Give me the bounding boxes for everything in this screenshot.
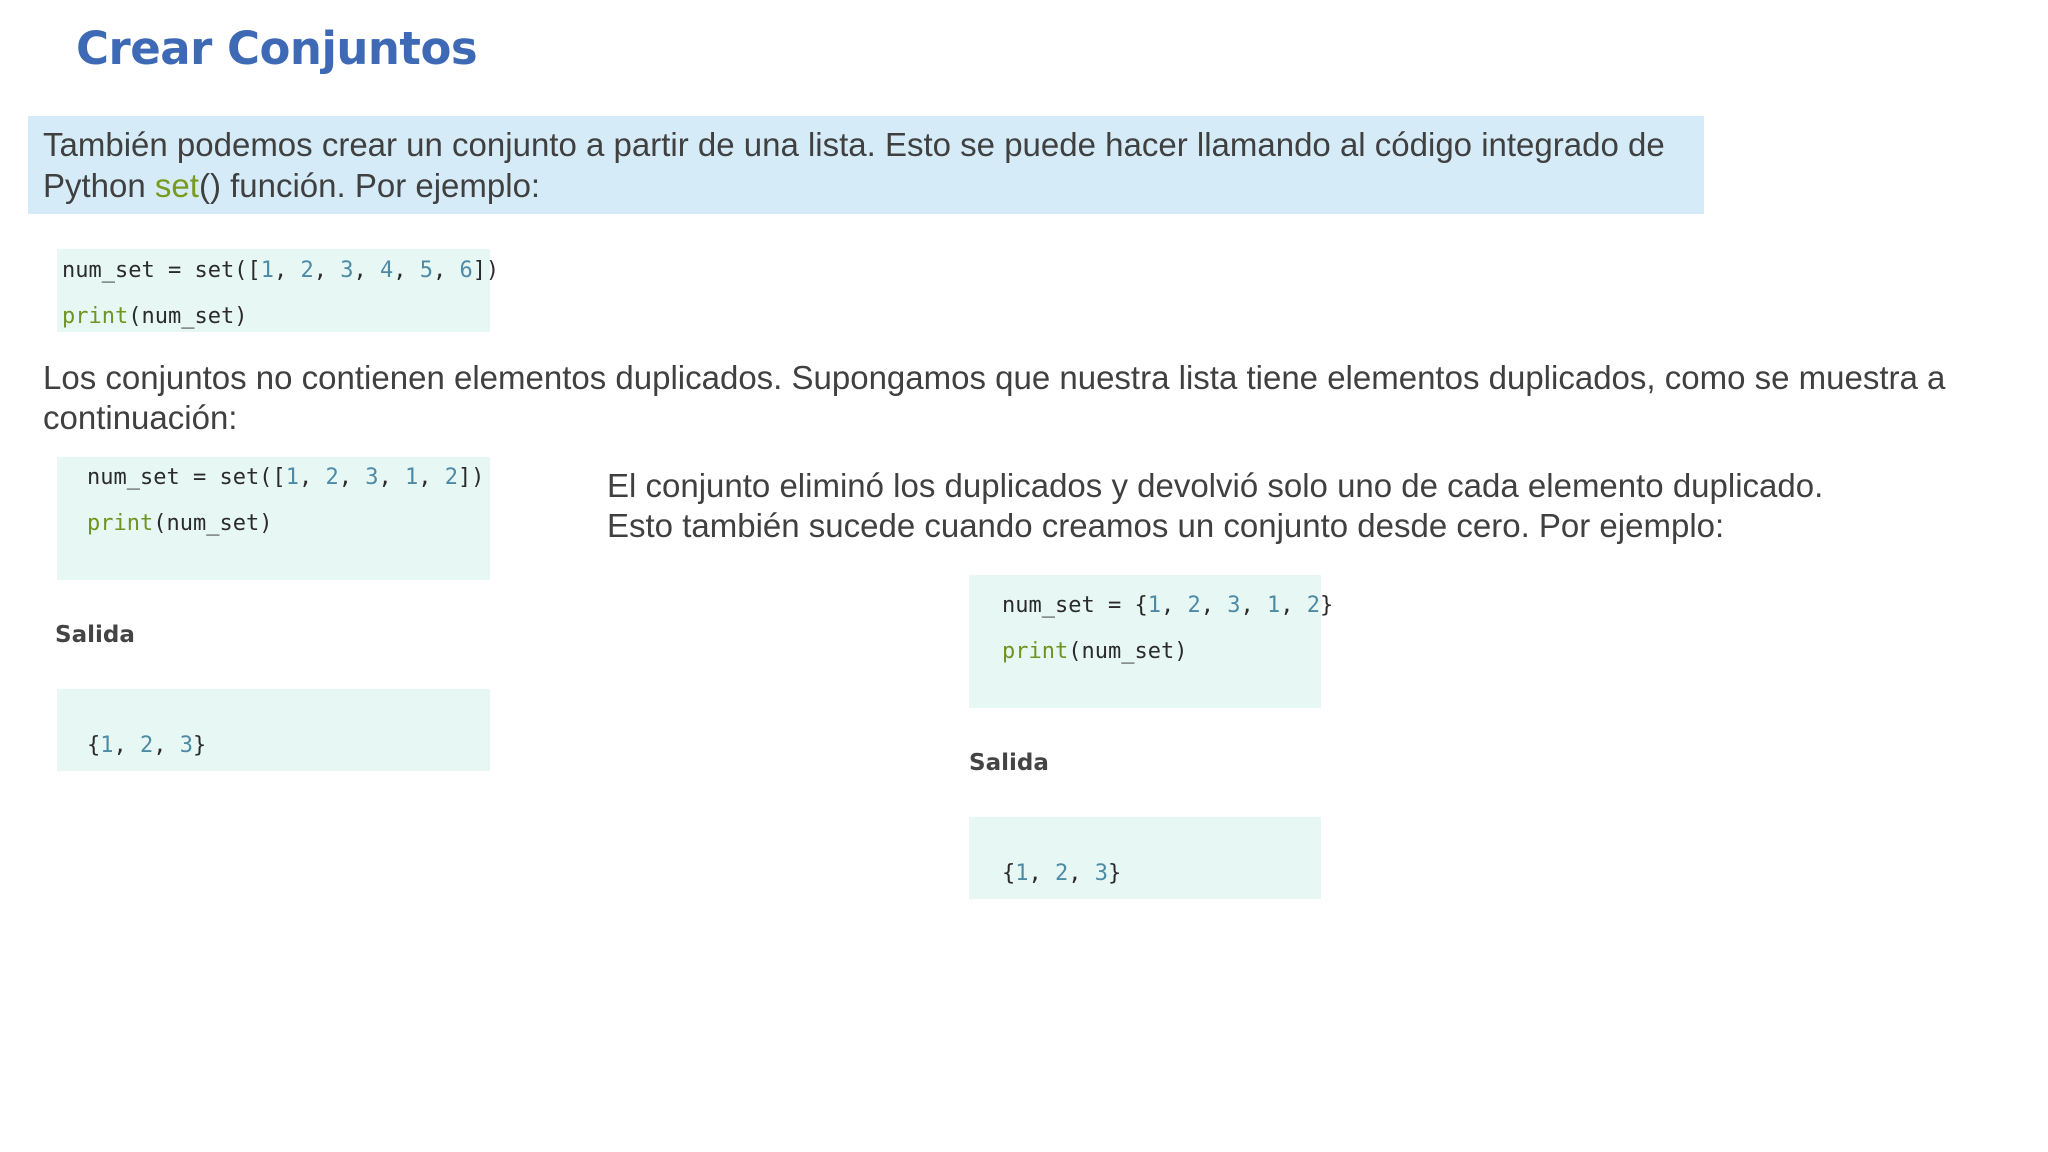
output-block-left — [57, 689, 490, 771]
intro-paragraph — [43, 124, 1693, 206]
intro-set-keyword: set — [154, 167, 199, 204]
code2-line1: num_set = set([1, 2, 3, 1, 2]) — [87, 465, 485, 490]
from-scratch-paragraph: El conjunto eliminó los duplicados y devolvió solo uno de cada elemento duplicado. Esto también sucede cuando creamos un conjunto desde cero. Por ejemplo: — [607, 467, 1824, 544]
code1-line2: print(num_set) — [62, 304, 248, 329]
slide-title: Crear Conjuntos — [76, 22, 478, 75]
code2-line2: print(num_set) — [87, 511, 273, 536]
code1-line1: num_set = set([1, 2, 3, 4, 5, 6]) — [62, 258, 500, 283]
duplicates-paragraph: Los conjuntos no contienen elementos duplicados. Supongamos que nuestra lista tiene elementos duplicados, como se muestra a continuación: — [43, 359, 1946, 436]
output-label-left: Salida — [55, 622, 135, 648]
output-block-right — [969, 817, 1321, 899]
code3-line2: print(num_set) — [1002, 639, 1188, 664]
output-left-line: {1, 2, 3} — [87, 733, 207, 758]
code3-line1: num_set = {1, 2, 3, 1, 2} — [1002, 593, 1334, 618]
intro-text-before: También podemos crear un conjunto a partir de una lista. Esto se puede hacer llamando al código integrado de Python — [43, 126, 1665, 204]
output-label-right: Salida — [969, 750, 1049, 776]
output-right-line: {1, 2, 3} — [1002, 861, 1122, 886]
intro-text-after: () función. Por ejemplo: — [198, 167, 541, 204]
